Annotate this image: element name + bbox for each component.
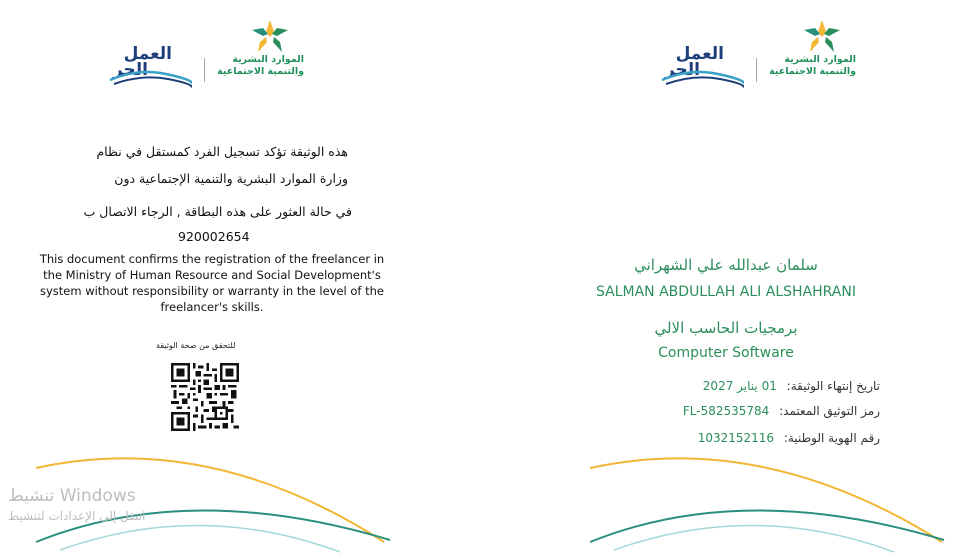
holder-name-english: SALMAN ABDULLAH ALI ALSHAHRANI [596,284,856,300]
freelance-logo [660,44,744,88]
certification-code-row [683,404,880,418]
certification-code-value: FL-582535784 [682,404,770,418]
ministry-star-icon [250,18,290,56]
watermark-subtitle[interactable]: انتقل إلى الإعدادات لتنشيط [8,509,146,523]
national-id-label: رقم الهوية الوطنية: [783,431,880,445]
contact-phone: 920002654 [178,229,250,244]
logo-group [108,18,308,88]
qr-code[interactable] [171,363,239,431]
logo-group [660,18,860,88]
freelance-logo-line2: الحر [664,60,700,80]
watermark-title: تنشيط Windows [8,486,136,506]
back-english-text: This document confirms the registration of the freelancer in the Ministry of Human Resource and Social Development's system without responsibility or warranty in the level of the freelancer's skills. [39,252,385,314]
freelance-logo [108,44,192,88]
profession-english: Computer Software [658,345,794,361]
expiry-label: تاريخ إنتهاء الوثيقة: [786,379,880,393]
card-front [484,0,968,557]
national-id-value: 1032152116 [697,431,775,445]
freelance-logo-line1: العمل [123,44,172,64]
logo-divider [756,58,757,82]
ministry-star-icon [802,18,842,56]
back-arabic-line-2: وزارة الموارد البشرية والتنمية الإجتماعية دون [114,171,348,186]
certification-code-label: رمز التوثيق المعتمد: [779,404,880,418]
back-arabic-line-1: هذه الوثيقة تؤكد تسجيل الفرد كمستقل في نظام [96,144,348,159]
expiry-row [703,379,880,393]
back-arabic-line-3: في حالة العثور على هذه البطاقة , الرجاء الاتصال ب [83,204,352,219]
logo-divider [204,58,205,82]
verify-label: للتحقق من صحة الوثيقة [156,341,236,350]
expiry-value: 01 يناير 2027 [702,379,777,393]
ministry-name-line2: والتنمية الاجتماعية [769,66,856,77]
freelance-logo-line1: العمل [675,44,724,64]
holder-name-arabic: سلمان عبدالله علي الشهراني [634,256,818,274]
freelance-logo-line2: الحر [112,60,148,80]
ministry-name-line2: والتنمية الاجتماعية [217,66,304,77]
ministry-name [212,54,304,78]
decorative-waves [484,440,968,557]
profession-arabic: برمجيات الحاسب الالي [654,319,798,337]
windows-activation-watermark [8,486,145,523]
freelance-swoosh-icon [660,44,744,88]
freelance-swoosh-icon [108,44,192,88]
ministry-name-line1: الموارد البشرية [232,54,304,65]
ministry-name-line1: الموارد البشرية [784,54,856,65]
ministry-name [764,54,856,78]
